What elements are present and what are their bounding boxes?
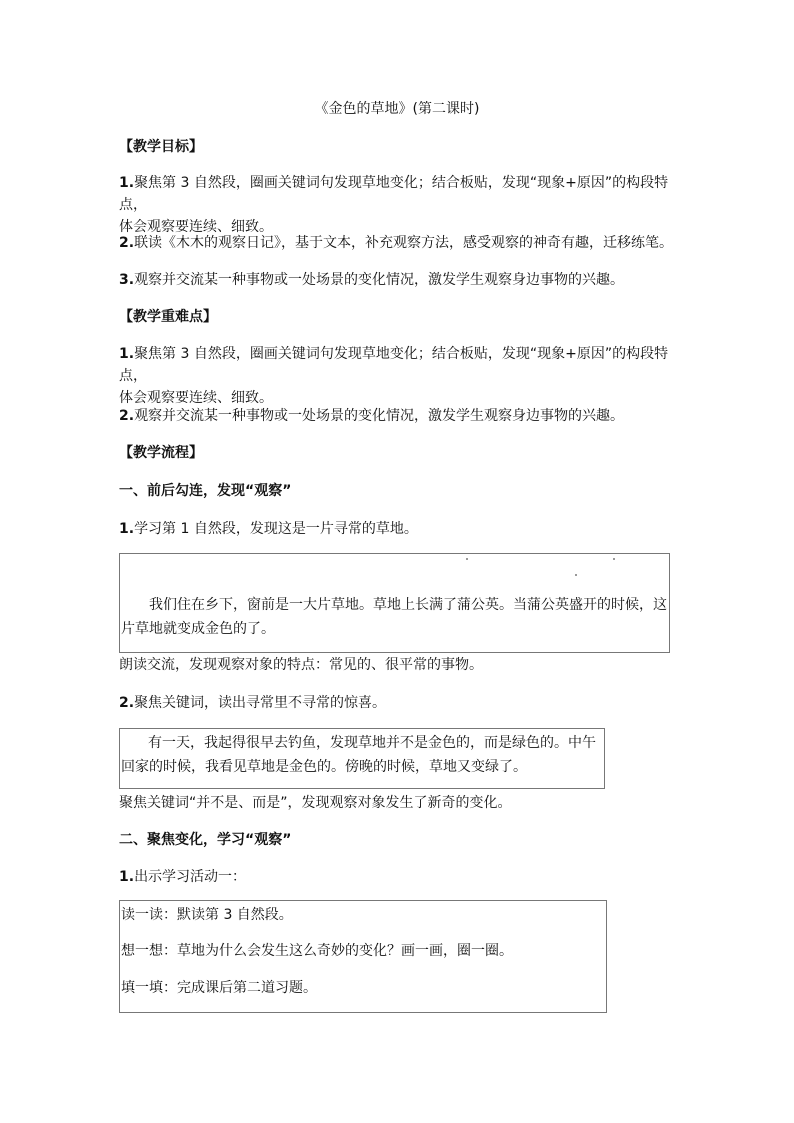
objective-item-2 [119, 232, 679, 254]
section-1-title: 一、前后勾连，发现“观察” [119, 483, 292, 499]
item-number: 2. [119, 235, 135, 251]
section-1-step-1 [119, 518, 679, 540]
quote-line: 片草地就变成金色的了。 [121, 621, 275, 637]
item-number: 3. [119, 272, 135, 288]
activity-line: 填一填：完成课后第二道习题。 [121, 980, 317, 996]
quote-line: 有一天，我起得很早去钓鱼，发现草地并不是金色的，而是绿色的。中午 [148, 735, 596, 751]
item-text-cont: 体会观察要连续、细致。 [119, 390, 273, 406]
step-text: 聚焦关键词，读出寻常里不寻常的惊喜。 [134, 695, 387, 711]
quote-box-1 [119, 553, 670, 653]
section-1-note-2: 聚焦关键词“并不是、而是”，发现观察对象发生了新奇的变化。 [119, 795, 512, 811]
keypoints-heading: 【教学重难点】 [119, 309, 217, 325]
process-heading: 【教学流程】 [119, 445, 203, 461]
section-1-note-1: 朗读交流，发现观察对象的特点：常见的、很平常的事物。 [119, 657, 483, 673]
step-number: 1. [119, 521, 135, 537]
item-number: 1. [119, 346, 135, 362]
page-title: 《金色的草地》(第二课时) [314, 101, 480, 117]
item-text-cont: 体会观察要连续、细致。 [119, 219, 273, 235]
item-text: 聚焦第 3 自然段，圈画关键词句发现草地变化；结合板贴，发现“现象+原因”的构段特点， [119, 346, 669, 384]
step-text: 出示学习活动一： [134, 869, 247, 885]
activity-line: 想一想：草地为什么会发生这么奇妙的变化？画一画，圈一圈。 [121, 943, 513, 959]
quote-line: 我们住在乡下，窗前是一大片草地。草地上长满了蒲公英。当蒲公英盛开的时候，这 [149, 597, 667, 613]
item-number: 2. [119, 408, 135, 424]
section-2-step-1 [119, 866, 679, 888]
item-text: 联读《木木的观察日记》，基于文本，补充观察方法，感受观察的神奇有趣，迁移练笔。 [134, 235, 674, 251]
activity-line: 读一读：默读第 3 自然段。 [121, 907, 293, 923]
objectives-heading: 【教学目标】 [119, 139, 203, 155]
section-1-step-2 [119, 692, 679, 714]
item-text: 聚焦第 3 自然段，圈画关键词句发现草地变化；结合板贴，发现“现象+原因”的构段特点， [119, 175, 669, 213]
scan-speck [466, 558, 468, 560]
activity-box [119, 900, 607, 1013]
step-number: 2. [119, 695, 135, 711]
section-2-title: 二、聚焦变化，学习“观察” [119, 832, 292, 848]
quote-box-2 [119, 728, 605, 789]
item-text: 观察并交流某一种事物或一处场景的变化情况，激发学生观察身边事物的兴趣。 [134, 272, 625, 288]
objective-item-1 [119, 172, 679, 238]
step-number: 1. [119, 869, 135, 885]
keypoint-item-2 [119, 405, 679, 427]
scan-speck [613, 558, 615, 560]
item-number: 1. [119, 175, 135, 191]
objective-item-3 [119, 269, 679, 291]
step-text: 学习第 1 自然段，发现这是一片寻常的草地。 [134, 521, 418, 537]
item-text: 观察并交流某一种事物或一处场景的变化情况，激发学生观察身边事物的兴趣。 [134, 408, 625, 424]
scan-speck [575, 574, 577, 576]
quote-line: 回家的时候，我看见草地是金色的。傍晚的时候，草地又变绿了。 [121, 759, 527, 775]
keypoint-item-1 [119, 343, 679, 409]
